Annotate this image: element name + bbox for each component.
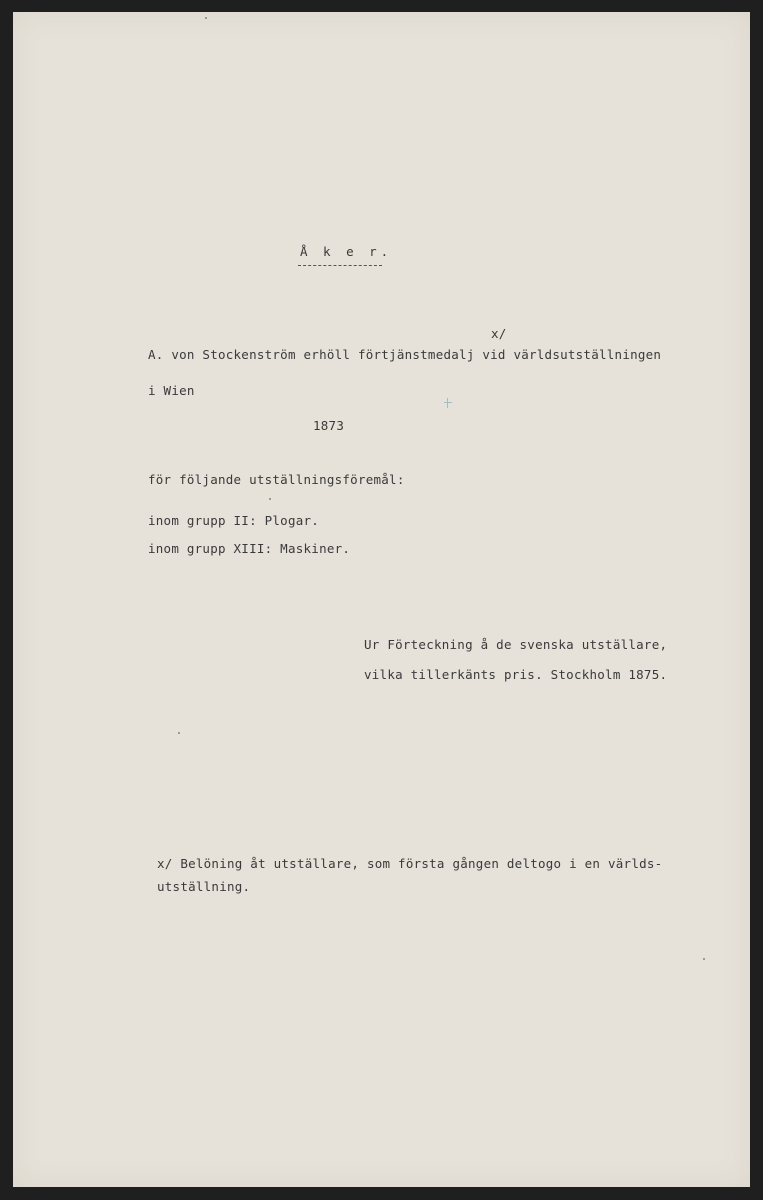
footnote-line-2: utställning.	[157, 879, 251, 894]
paper-speck	[269, 498, 271, 500]
source-line-1: Ur Förteckning å de svenska utställare,	[364, 637, 668, 652]
paper-speck	[703, 958, 705, 960]
document-page	[13, 12, 750, 1187]
document-heading: Å k e r.	[300, 244, 393, 259]
pencil-mark	[444, 398, 452, 408]
paper-speck	[205, 17, 207, 19]
heading-underline	[298, 265, 382, 266]
year: 1873	[313, 418, 345, 433]
source-line-2: vilka tillerkänts pris. Stockholm 1875.	[364, 667, 668, 682]
footnote-marker: x/	[491, 326, 507, 341]
group-item-2: inom grupp XIII: Maskiner.	[148, 541, 351, 556]
paragraph-line-1: A. von Stockenström erhöll förtjänstmedalj vid världsutställningen	[148, 347, 662, 362]
footnote-line-1: x/ Belöning åt utställare, som första gången deltogo i en världs-	[157, 856, 663, 871]
intro-line: för följande utställningsföremål:	[148, 472, 405, 487]
paragraph-line-2: i Wien	[148, 383, 195, 398]
paper-speck	[178, 732, 180, 734]
group-item-1: inom grupp II: Plogar.	[148, 513, 320, 528]
